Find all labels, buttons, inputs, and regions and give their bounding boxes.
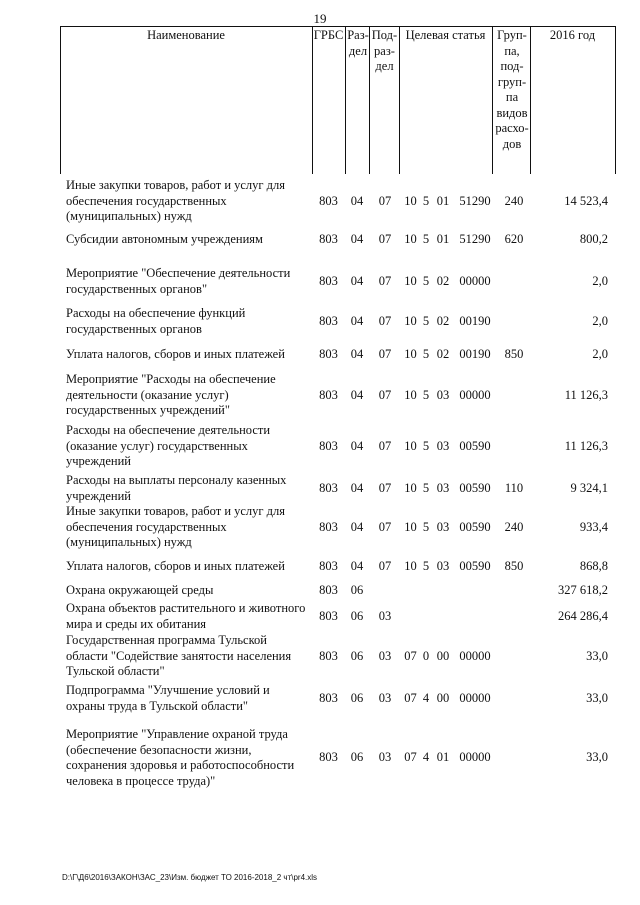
row-pr: 03 <box>378 648 392 663</box>
row-cs3: 02 <box>436 273 450 288</box>
row-grbs: 803 <box>319 559 338 573</box>
row-cs3: 03 <box>436 387 450 402</box>
header-subsection: Под- раз- дел <box>371 28 398 73</box>
row-cs3: 03 <box>436 519 450 534</box>
row-cs4: 00000 <box>459 750 491 765</box>
header-name: Наименование <box>147 28 225 42</box>
row-pr: 07 <box>378 480 392 495</box>
row-pr: 03 <box>378 750 392 765</box>
row-amount: 327 618,2 <box>558 583 608 597</box>
row-rz: 04 <box>350 347 364 361</box>
row-grbs: 803 <box>319 608 338 623</box>
row-cs2: 5 <box>422 347 430 361</box>
row-pr: 07 <box>378 438 392 453</box>
row-cs3: 02 <box>436 347 450 361</box>
row-cs1: 10 <box>404 273 417 288</box>
row-vr: 850 <box>504 559 524 573</box>
row-cs4: 00590 <box>459 480 491 495</box>
row-amount: 2,0 <box>592 347 608 361</box>
row-grbs: 803 <box>319 387 338 402</box>
page-number: 19 <box>313 11 327 26</box>
table-row <box>0 559 640 575</box>
row-cs4: 00000 <box>459 690 491 705</box>
row-cs4: 00190 <box>459 313 491 328</box>
row-name: Мероприятие "Обеспечение деятельности государственных органов" <box>66 266 291 296</box>
row-rz: 06 <box>350 583 364 597</box>
table-row <box>0 473 640 504</box>
row-rz: 04 <box>350 193 364 208</box>
row-pr: 07 <box>378 519 392 534</box>
row-cs3: 00 <box>436 690 450 705</box>
row-rz: 04 <box>350 519 364 534</box>
table-row <box>0 504 640 551</box>
row-cs3: 01 <box>436 750 450 765</box>
row-cs3: 03 <box>436 559 450 573</box>
row-cs2: 5 <box>422 313 430 328</box>
row-amount: 33,0 <box>586 750 608 765</box>
row-pr: 07 <box>378 232 392 246</box>
row-rz: 04 <box>350 232 364 246</box>
row-vr: 240 <box>504 193 524 208</box>
row-cs2: 5 <box>422 387 430 402</box>
row-cs1: 10 <box>404 519 417 534</box>
row-cs4: 00590 <box>459 438 491 453</box>
row-cs1: 10 <box>404 313 417 328</box>
row-grbs: 803 <box>319 583 338 597</box>
row-cs4: 00590 <box>459 519 491 534</box>
table-row <box>0 178 640 225</box>
row-cs1: 07 <box>404 690 417 705</box>
row-rz: 04 <box>350 387 364 402</box>
row-cs4: 00590 <box>459 559 491 573</box>
row-pr: 07 <box>378 347 392 361</box>
row-cs3: 03 <box>436 480 450 495</box>
row-name: Уплата налогов, сборов и иных платежей <box>66 347 285 361</box>
row-cs1: 10 <box>404 559 417 573</box>
row-amount: 9 324,1 <box>570 480 608 495</box>
row-cs2: 5 <box>422 273 430 288</box>
row-cs1: 07 <box>404 648 417 663</box>
row-cs4: 51290 <box>459 193 491 208</box>
row-cs1: 10 <box>404 347 417 361</box>
row-cs2: 5 <box>422 232 430 246</box>
row-rz: 04 <box>350 313 364 328</box>
table-header <box>60 26 615 174</box>
row-pr: 07 <box>378 273 392 288</box>
header-year: 2016 год <box>549 28 596 42</box>
row-pr: 03 <box>378 608 392 623</box>
row-cs4: 51290 <box>459 232 491 246</box>
row-name: Иные закупки товаров, работ и услуг для обеспечения государственных (муниципальных) нужд <box>66 178 286 223</box>
row-amount: 33,0 <box>586 690 608 705</box>
row-name: Расходы на обеспечение функций государственных органов <box>66 306 246 336</box>
row-amount: 2,0 <box>592 273 608 288</box>
row-cs4: 00000 <box>459 273 491 288</box>
row-name: Государственная программа Тульской области "Содействие занятости населения Тульской области" <box>66 633 292 678</box>
row-amount: 11 126,3 <box>564 387 608 402</box>
row-amount: 14 523,4 <box>564 193 608 208</box>
table-row <box>0 727 640 789</box>
row-pr: 07 <box>378 559 392 573</box>
row-grbs: 803 <box>319 273 338 288</box>
table-row <box>0 372 640 419</box>
row-name: Охрана объектов растительного и животного мира и среды их обитания <box>66 601 306 631</box>
row-name: Расходы на выплаты персоналу казенных учреждений <box>66 473 287 503</box>
row-cs2: 5 <box>422 193 430 208</box>
table-row <box>0 601 640 632</box>
row-name: Мероприятие "Управление охраной труда (обеспечение безопасности жизни, сохранения здоровья и работоспособности человека в процессе труда)" <box>66 727 295 788</box>
row-vr: 850 <box>504 347 524 361</box>
row-grbs: 803 <box>319 193 338 208</box>
row-cs3: 02 <box>436 313 450 328</box>
header-section: Раз- дел <box>347 28 369 58</box>
row-pr: 07 <box>378 313 392 328</box>
row-name: Мероприятие "Расходы на обеспечение деятельности (оказание услуг) государственных учреждений" <box>66 372 276 417</box>
row-cs1: 10 <box>404 232 417 246</box>
row-cs1: 10 <box>404 387 417 402</box>
row-amount: 33,0 <box>586 648 608 663</box>
table-row <box>0 347 640 363</box>
row-vr: 620 <box>504 232 524 246</box>
row-cs4: 00000 <box>459 648 491 663</box>
row-cs2: 5 <box>422 519 430 534</box>
table-row <box>0 583 640 599</box>
row-amount: 868,8 <box>579 559 608 573</box>
table-row <box>0 306 640 337</box>
row-grbs: 803 <box>319 232 338 246</box>
row-vr: 240 <box>504 519 524 534</box>
row-cs3: 03 <box>436 438 450 453</box>
row-cs2: 4 <box>422 690 430 705</box>
header-group: Груп- па, под- груп- па видов расхо- дов <box>495 28 529 151</box>
header-grbs: ГРБС <box>313 28 344 42</box>
row-cs1: 10 <box>404 438 417 453</box>
row-cs4: 00000 <box>459 387 491 402</box>
row-amount: 11 126,3 <box>564 438 608 453</box>
row-cs3: 01 <box>436 232 450 246</box>
row-rz: 06 <box>350 750 364 765</box>
row-grbs: 803 <box>319 480 338 495</box>
row-rz: 04 <box>350 559 364 573</box>
row-name: Уплата налогов, сборов и иных платежей <box>66 559 285 573</box>
row-grbs: 803 <box>319 648 338 663</box>
table-row <box>0 423 640 470</box>
row-pr: 07 <box>378 193 392 208</box>
row-grbs: 803 <box>319 519 338 534</box>
row-grbs: 803 <box>319 690 338 705</box>
row-amount: 264 286,4 <box>558 608 608 623</box>
row-cs1: 10 <box>404 193 417 208</box>
row-amount: 933,4 <box>579 519 608 534</box>
row-vr: 110 <box>504 480 524 495</box>
table-row <box>0 232 640 248</box>
row-rz: 06 <box>350 690 364 705</box>
row-cs2: 5 <box>422 438 430 453</box>
row-cs2: 0 <box>422 648 430 663</box>
header-target: Целевая статья <box>405 28 486 42</box>
row-name: Субсидии автономным учреждениям <box>66 232 263 246</box>
row-grbs: 803 <box>319 313 338 328</box>
row-rz: 04 <box>350 480 364 495</box>
row-rz: 06 <box>350 608 364 623</box>
row-rz: 04 <box>350 273 364 288</box>
row-rz: 04 <box>350 438 364 453</box>
row-grbs: 803 <box>319 750 338 765</box>
table-row <box>0 683 640 714</box>
row-cs3: 01 <box>436 193 450 208</box>
row-name: Подпрограмма "Улучшение условий и охраны труда в Тульской области" <box>66 683 270 713</box>
table-row <box>0 633 640 680</box>
row-name: Расходы на обеспечение деятельности (оказание услуг) государственных учреждений <box>66 423 271 468</box>
table-row <box>0 266 640 297</box>
row-cs4: 00190 <box>459 347 491 361</box>
row-cs1: 10 <box>404 480 417 495</box>
row-name: Охрана окружающей среды <box>66 583 214 597</box>
row-cs2: 4 <box>422 750 430 765</box>
row-amount: 2,0 <box>592 313 608 328</box>
row-grbs: 803 <box>319 438 338 453</box>
row-cs1: 07 <box>404 750 417 765</box>
row-cs2: 5 <box>422 559 430 573</box>
row-name: Иные закупки товаров, работ и услуг для обеспечения государственных (муниципальных) нужд <box>66 504 286 549</box>
row-pr: 03 <box>378 690 392 705</box>
file-path-footer: D:\Г\Д6\2016\ЗАКОН\ЗАС_23\Изм. бюджет ТО 2016-2018_2 чт\pr4.xls <box>62 873 318 882</box>
row-pr: 07 <box>378 387 392 402</box>
row-rz: 06 <box>350 648 364 663</box>
row-grbs: 803 <box>319 347 338 361</box>
row-cs2: 5 <box>422 480 430 495</box>
row-amount: 800,2 <box>579 232 608 246</box>
row-cs3: 00 <box>436 648 450 663</box>
